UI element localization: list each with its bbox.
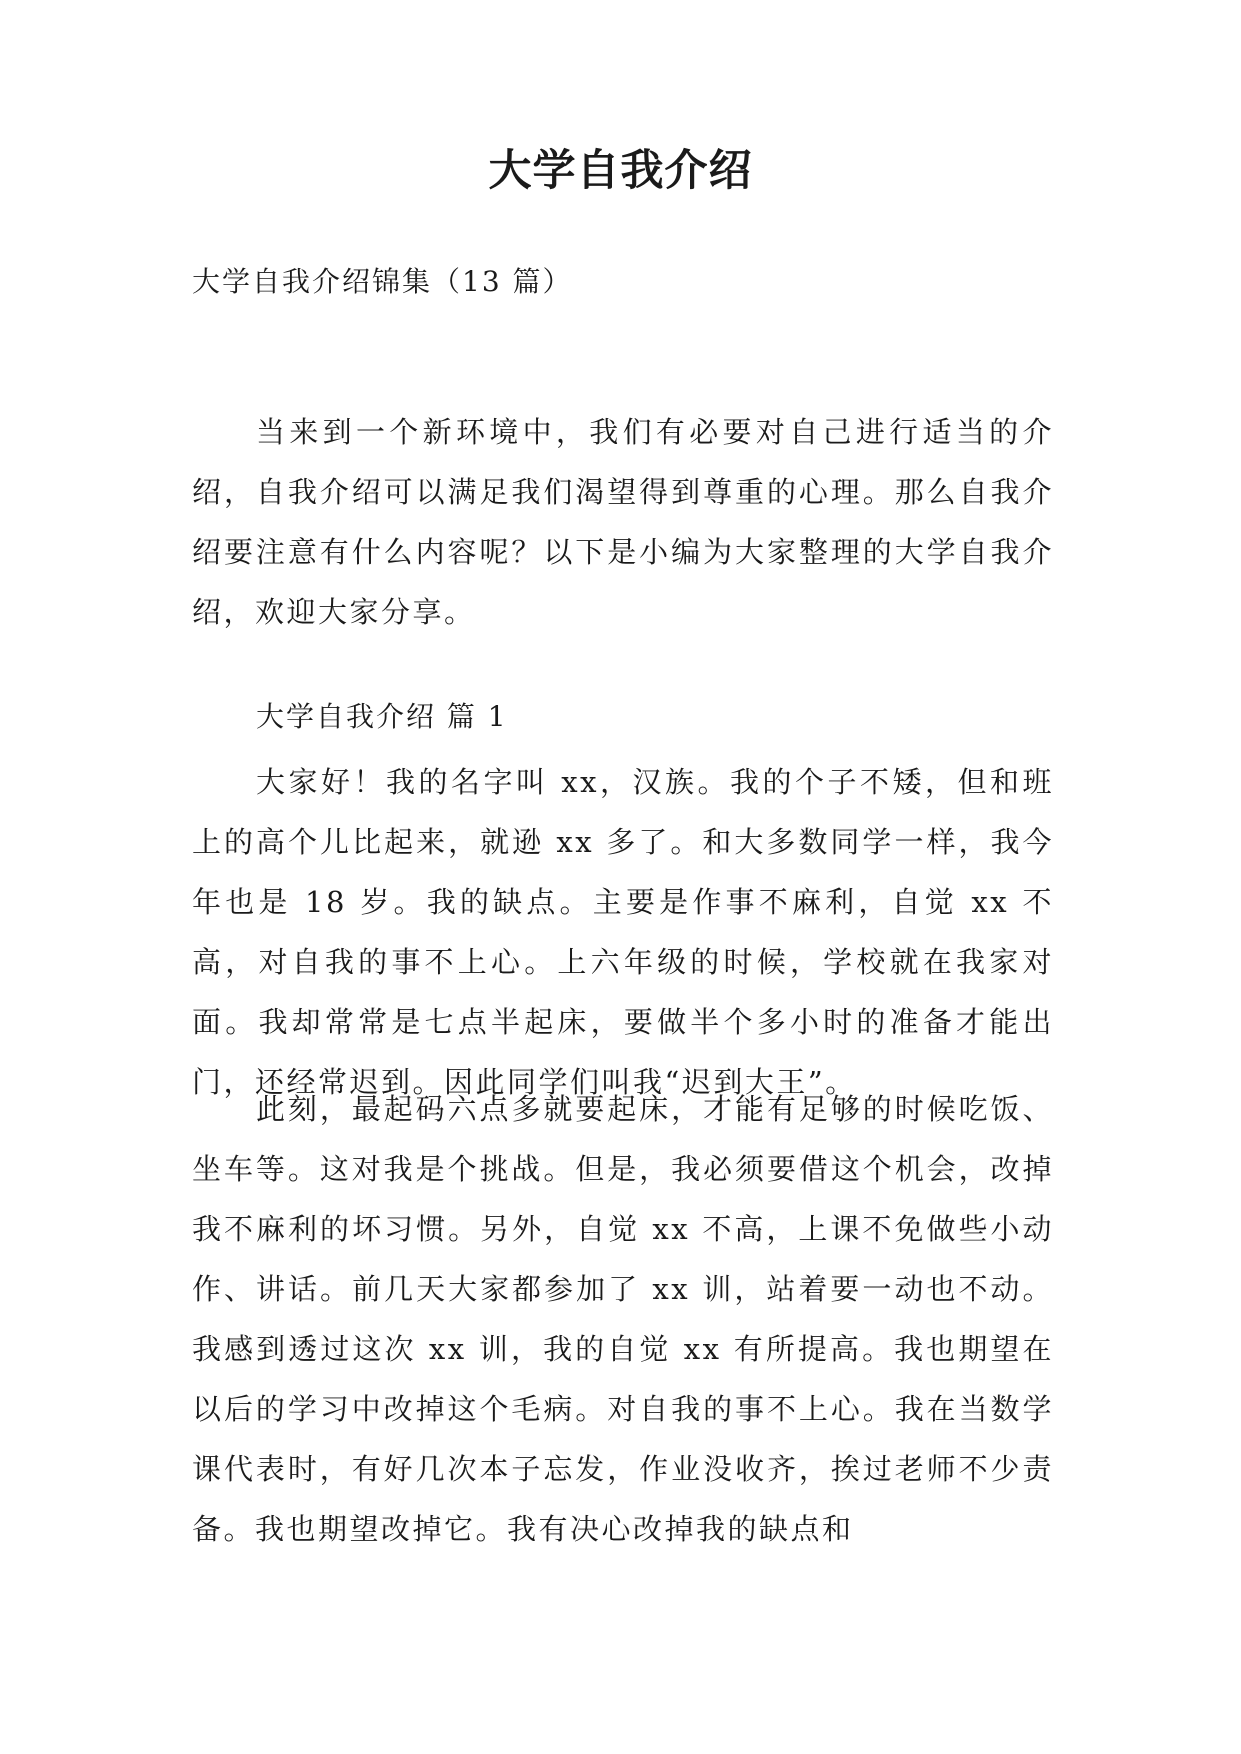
body-paragraph: 此刻，最起码六点多就要起床，才能有足够的时候吃饭、坐车等。这对我是个挑战。但是，我必须要借这个机会，改掉我不麻利的坏习惯。另外，自觉 xx 不高，上课不免做些小动作、讲话。前几天大家都参加了 xx 训，站着要一动也不动。我感到透过这次 xx 训，我的自觉 xx 有所提高。我也期望在以后的学习中改掉这个毛病。对自我的事不上心。我在当数学课代表时，有好几次本子忘发，作业没收齐，挨过老师不少责备。我也期望改掉它。我有决心改掉我的缺点和 — [192, 1092, 1054, 1546]
section-heading: 大学自我介绍 篇 1 — [256, 700, 508, 733]
document-subtitle: 大学自我介绍锦集（13 篇） — [192, 265, 573, 298]
intro-paragraph: 当来到一个新环境中，我们有必要对自己进行适当的介绍，自我介绍可以满足我们渴望得到尊重的心理。那么自我介绍要注意有什么内容呢？以下是小编为大家整理的大学自我介绍，欢迎大家分享。 — [192, 415, 1054, 629]
body-paragraph: 大家好！我的名字叫 xx，汉族。我的个子不矮，但和班上的高个儿比起来，就逊 xx 多了。和大多数同学一样，我今年也是 18 岁。我的缺点。主要是作事不麻利，自觉 xx 不高，对自我的事不上心。上六年级的时候，学校就在我家对面。我却常常是七点半起床，要做半个多小时的准备才能出门，还经常迟到。因此同学们叫我“迟到大王”。 — [192, 765, 1054, 1099]
document-title: 大学自我介绍 — [488, 146, 753, 196]
